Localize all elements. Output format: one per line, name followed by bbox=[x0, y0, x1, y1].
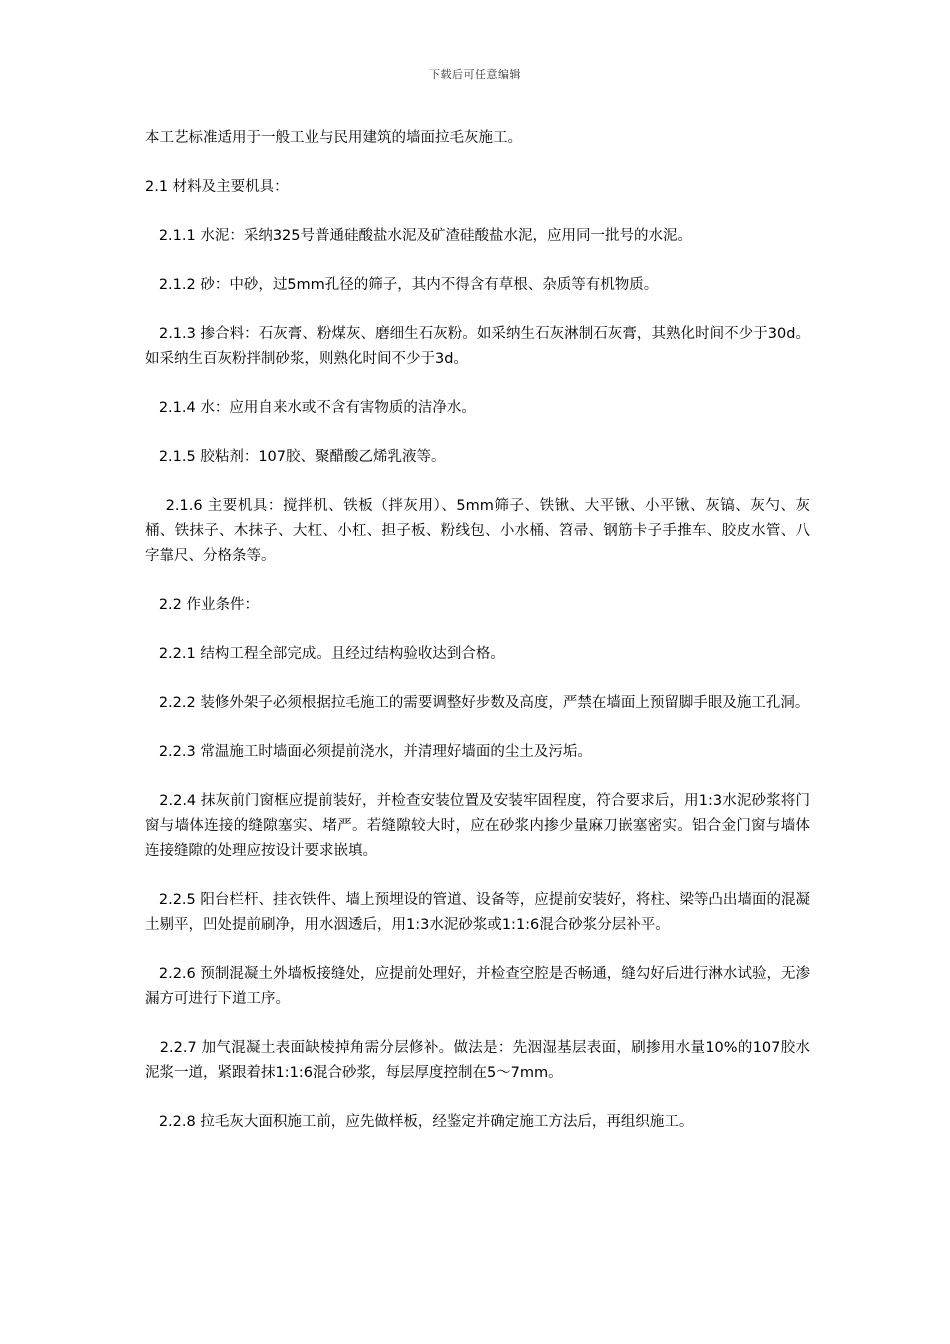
paragraph-2-2-2: 2.2.2 装修外架子必须根据拉毛施工的需要调整好步数及高度，严禁在墙面上预留脚手眼及施工孔洞。 bbox=[145, 695, 810, 711]
paragraph-2-1-3: 2.1.3 掺合料：石灰膏、粉煤灰、磨细生石灰粉。如采纳生石灰淋制石灰膏，其熟化时间不少于30d。如采纳生百灰粉拌制砂浆，则熟化时间不少于3d。 bbox=[145, 326, 811, 367]
document-body bbox=[145, 126, 810, 1159]
paragraph-2-2-5: 2.2.5 阳台栏杆、挂衣铁件、墙上预埋设的管道、设备等，应提前安装好，将柱、梁等凸出墙面的混凝土剔平，凹处提前刷净，用水洇透后，用1:3水泥砂浆或1:1:6混合砂浆分层补平。 bbox=[145, 892, 811, 933]
paragraph-2-1-2: 2.1.2 砂：中砂，过5mm孔径的筛子，其内不得含有草根、杂质等有机物质。 bbox=[145, 277, 659, 293]
paragraph-2-2-1: 2.2.1 结构工程全部完成。且经过结构验收达到合格。 bbox=[145, 646, 505, 662]
paragraph-2-1-5: 2.1.5 胶粘剂：107胶、聚醋酸乙烯乳液等。 bbox=[145, 449, 446, 465]
paragraph-2-2-7: 2.2.7 加气混凝土表面缺棱掉角需分层修补。做法是：先洇湿基层表面，刷掺用水量10%的107胶水泥浆一道，紧跟着抹1:1:6混合砂浆，每层厚度控制在5～7mm。 bbox=[145, 1040, 811, 1081]
section-heading-2-2: 2.2 作业条件： bbox=[145, 597, 259, 613]
section-heading-2-1: 2.1 材料及主要机具： bbox=[145, 179, 289, 195]
paragraph-2-1-1: 2.1.1 水泥：采纳325号普通硅酸盐水泥及矿渣硅酸盐水泥，应用同一批号的水泥。 bbox=[145, 228, 693, 244]
paragraph-2-1-4: 2.1.4 水：应用自来水或不含有害物质的洁净水。 bbox=[145, 400, 476, 416]
paragraph-intro: 本工艺标准适用于一般工业与民用建筑的墙面拉毛灰施工。 bbox=[145, 130, 522, 146]
paragraph-2-1-6: 2.1.6 主要机具：搅拌机、铁板（拌灰用）、5mm筛子、铁锹、大平锹、小平锹、灰镐、灰勺、灰桶、铁抹子、木抹子、大杠、小杠、担子板、粉线包、小水桶、笤帚、钢筋卡子手推车、胶皮水管、八字靠尺、分格条等。 bbox=[145, 498, 810, 564]
paragraph-2-2-3: 2.2.3 常温施工时墙面必须提前浇水，并清理好墙面的尘土及污垢。 bbox=[145, 744, 592, 760]
paragraph-2-2-4: 2.2.4 抹灰前门窗框应提前装好，并检查安装位置及安装牢固程度，符合要求后，用1:3水泥砂浆将门窗与墙体连接的缝隙塞实、堵严。若缝隙较大时，应在砂浆内掺少量麻刀嵌塞密实。铝合金门窗与墙体连接缝隙的处理应按设计要求嵌填。 bbox=[145, 793, 810, 859]
paragraph-2-2-6: 2.2.6 预制混凝土外墙板接缝处，应提前处理好，并检查空腔是否畅通，缝勾好后进行淋水试验，无渗漏方可进行下道工序。 bbox=[145, 966, 811, 1007]
paragraph-2-2-8: 2.2.8 拉毛灰大面积施工前，应先做样板，经鉴定并确定施工方法后，再组织施工。 bbox=[145, 1114, 694, 1130]
page-header: 下载后可任意编辑 bbox=[429, 68, 521, 81]
